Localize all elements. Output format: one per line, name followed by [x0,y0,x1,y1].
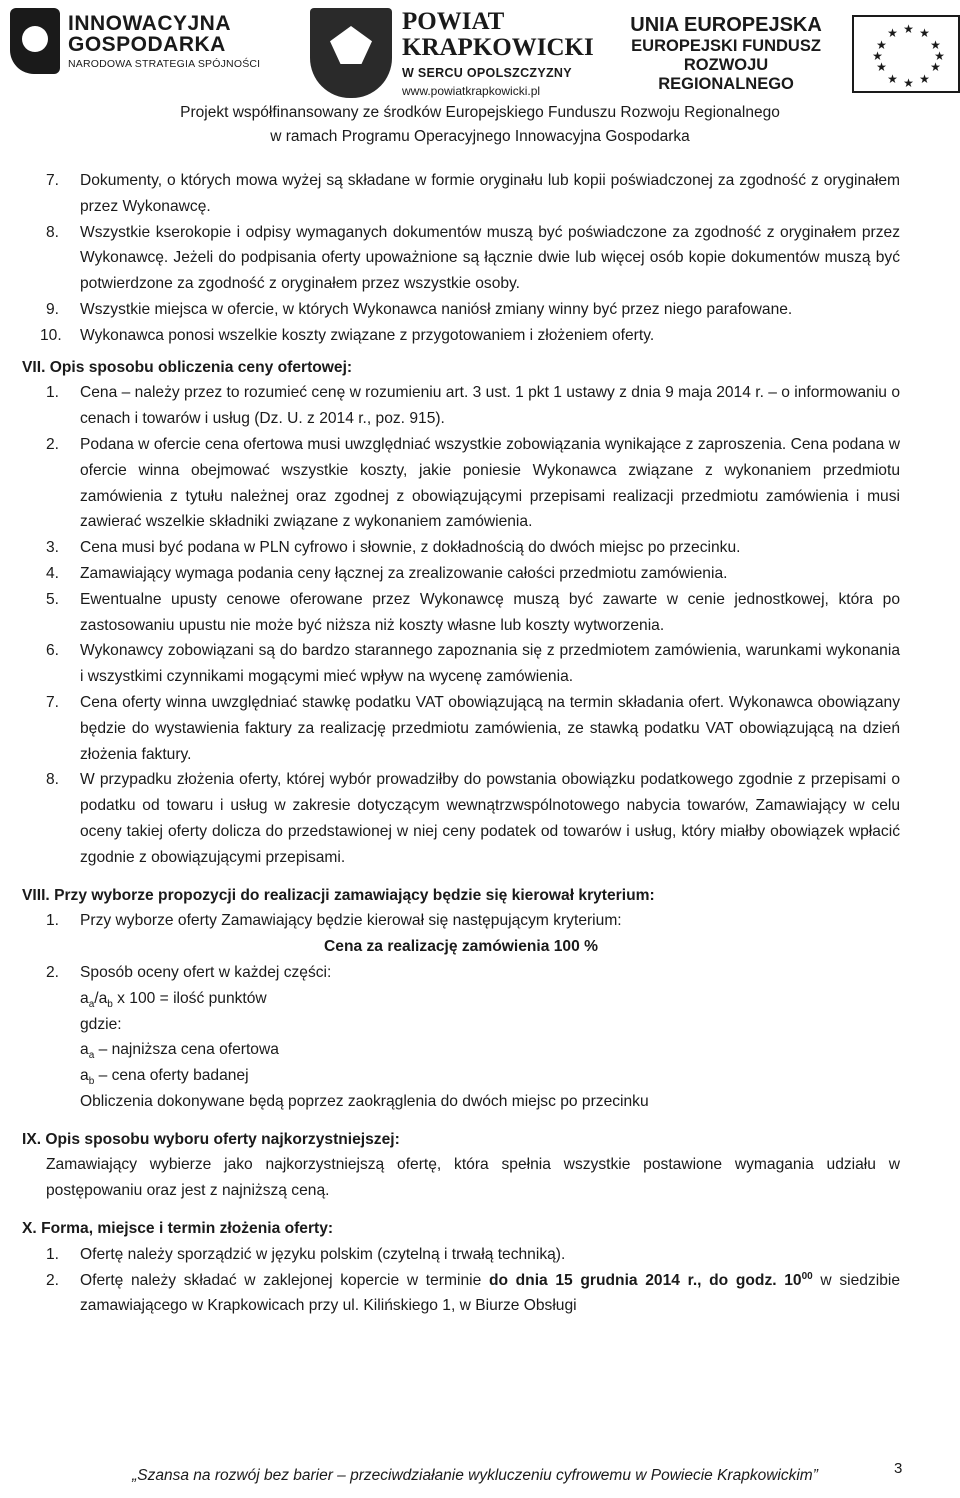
definition-a-line: $a_a$ – najniższa cena ofertowa [80,1041,279,1062]
eu-flag-icon: ★ ★ ★ ★ ★ ★ ★ ★ ★ ★ ★ ★ [852,15,960,93]
item-text: Ewentualne upusty cenowe oferowane przez Wykonawcę muszą być zawarte w cenie jednostkowej, która po zastosowaniu upustu nie może być niższa niż koszty własne lub koszty wytworzenia. [80,590,900,634]
logo-right-line2: EUROPEJSKI FUNDUSZ [631,37,821,55]
formula-where: gdzie: [80,1015,122,1033]
list-item: 2. Ofertę należy składać w zaklejonej kopercie w terminie do dnia 15 grudnia 2014 r., do godz. $10^{00}$ w siedzibie zamawiającego w Krapkowicach przy ul. Kilińskiego 1, w Biurze Obsługi [22,1268,900,1320]
section-ix-paragraph: Zamawiający wybierze jako najkorzystniejszą ofertę, która spełnia wszystkie postawione wymagania udziału w postępowaniu oraz jest z najniższą ceną. [46,1156,900,1200]
item-number: 7. [46,172,60,189]
item-number: 2. [46,963,60,981]
item-number: 9. [46,300,60,318]
item-number: 4. [46,564,60,582]
item-text: Sposób oceny ofert w każdej części: [80,963,332,981]
project-line-1: Projekt współfinansowany ze środków Europejskiego Funduszu Rozwoju Regionalnego [180,104,780,121]
item-number: 8. [46,223,60,241]
logo-center-line2: KRAPKOWICKI [402,34,594,62]
formula-line: $a_a/a_b$ x 100 = ilość punktów [80,989,267,1010]
page-header [0,0,960,150]
item-text: Przy wyborze oferty Zamawiający będzie kierował się następującym kryterium: [80,912,622,930]
item-text: Wykonawcy zobowiązani są do bardzo starannego zapoznania się z przedmiotem zamówienia, warunkami wykonania i wszystkimi czynnikami mogącymi mieć wpływ na wycenę zamówienia. [80,642,900,686]
item-number: 10. [40,326,62,344]
item-text: Wykonawca ponosi wszelkie koszty związane z przygotowaniem i złożeniem oferty. [80,326,655,344]
logo-center-line3: W SERCU OPOLSZCZYZNY [402,66,572,81]
list-item [22,767,900,870]
section-heading-viii: VIII. Przy wyborze propozycji do realizacji zamawiający będzie się kierował kryterium: [22,886,655,904]
list-item [22,638,900,690]
ig-emblem-icon [10,8,60,74]
rounding-note: Obliczenia dokonywane będą poprzez zaokrąglenia do dwóch miejsc po przecinku [80,1092,649,1110]
item-number: 2. [46,435,60,453]
item-text: Wszystkie kserokopie i odpisy wymaganych dokumentów muszą być poświadczone za zgodność z oryginałem przez Wykonawcę. Jeżeli do podpisania oferty upoważnione są łącznie dwie lub więcej osób kopie dokumentów muszą być potwierdzone za zgodność z oryginałem przez wszystkie osoby. [80,223,900,293]
definition-b-line: $a_b$ – cena oferty badanej [80,1067,249,1088]
section-heading-ix: IX. Opis sposobu wyboru oferty najkorzystniejszej: [22,1130,400,1148]
list-item [22,1242,900,1268]
list-item [22,960,900,986]
item-number: 2. [46,1271,60,1289]
project-info [0,101,960,149]
logo-left-line3: NARODOWA STRATEGIA SPÓJNOŚCI [68,57,261,70]
eagle-crest-icon [310,8,392,98]
item-text: Cena musi być podana w PLN cyfrowo i słownie, z dokładnością do dwóch miejsc po przecinku. [80,539,741,557]
document-body [22,168,900,1319]
item-number: 5. [46,590,60,608]
section-heading-x: X. Forma, miejsce i termin złożenia oferty: [22,1220,334,1238]
item-text: Wszystkie miejsca w ofercie, w których Wykonawca naniósł zmiany winny być przez niego parafowane. [80,300,793,318]
item-text: Cena – należy przez to rozumieć cenę w rozumieniu art. 3 ust. 1 pkt 1 ustawy z dnia 9 maja 2014 r. – o informowaniu o cenach i towarów i usług (Dz. U. z 2014 r., poz. 915). [80,384,900,428]
list-item [22,380,900,432]
item-number: 8. [46,771,60,789]
item-text: Podana w ofercie cena ofertowa musi uwzględniać wszystkie zobowiązania wynikające z zaproszenia. Cena podana w ofercie winna obejmować wszystkie koszty, jakie poniesie Wykonawca związane z wykonaniem przedmiotu zamówienia z tytułu należnej oraz zgodnej z obowiązującymi przepisami realizacji przedmiotu zamówienia i musi zawierać wszelkie składniki związane z wykonaniem zamówienia. [80,435,900,531]
list-item [22,908,900,934]
logo-left-line2: GOSPODARKA [68,32,226,56]
list-item [22,561,900,587]
item-number: 1. [46,1245,60,1263]
list-item [22,690,900,767]
item-number: 1. [46,384,60,402]
item-number: 6. [46,642,60,660]
unia-europejska-logo [618,14,960,94]
logo-right-line1: UNIA EUROPEJSKA [630,14,822,36]
item-text: Cena oferty winna uwzględniać stawkę podatku VAT obowiązującą na termin składania ofert. Wykonawca obowiązany będzie do wystawienia faktury za realizację przedmiotu zamówienia, ze stawką podatku VAT obowiązującą na dzień złożenia faktury. [80,693,900,763]
list-item [22,168,900,220]
item-number: 3. [46,539,60,557]
list-item [22,297,900,323]
page-number: 3 [894,1460,903,1477]
list-item [22,432,900,535]
item-number: 1. [46,912,60,930]
logo-left-line1: INNOWACYJNA [68,11,232,35]
criterion-line: Cena za realizację zamówienia 100 % [324,938,598,956]
logo-center-line1: POWIAT [402,7,505,35]
section-heading-vii: VII. Opis sposobu obliczenia ceny ofertowej: [22,358,353,376]
item-text: W przypadku złożenia oferty, której wybór prowadziłby do powstania obowiązku podatkowego zgodnie z przepisami o podatku od towaru i usług w zakresie dotyczącym wewnątrzwspólnotowego nabycia towarów, Zamawiający w celu oceny takiej oferty dolicza do przedstawionej w niej ceny podatek od towarów i usług, który miałby obowiązek wpłacić zgodnie z obowiązującymi przepisami. [80,771,900,866]
list-item [22,220,900,297]
item-text: Ofertę należy sporządzić w języku polskim (czytelną i trwałą techniką). [80,1245,566,1263]
powiat-krapkowicki-logo [310,8,594,98]
list-item [22,587,900,639]
item-text: Zamawiający wymaga podania ceny łącznej za zrealizowanie całości przedmiotu zamówienia. [80,564,728,582]
logo-center-url: www.powiatkrapkowicki.pl [402,83,541,98]
list-item [22,323,900,349]
item-text: Dokumenty, o których mowa wyżej są składane w formie oryginału lub kopii poświadczonej za zgodność z oryginałem przez Wykonawcę. [80,172,900,215]
list-item [22,535,900,561]
logo-right-line3: ROZWOJU REGIONALNEGO [658,55,794,93]
footer-motto: „Szansa na rozwój bez barier – przeciwdziałanie wykluczeniu cyfrowemu w Powiecie Krapkowickim” [132,1467,818,1484]
project-line-2: w ramach Programu Operacyjnego Innowacyjna Gospodarka [270,128,690,145]
item-number: 7. [46,693,60,711]
innowacyjna-gospodarka-logo [10,8,260,74]
